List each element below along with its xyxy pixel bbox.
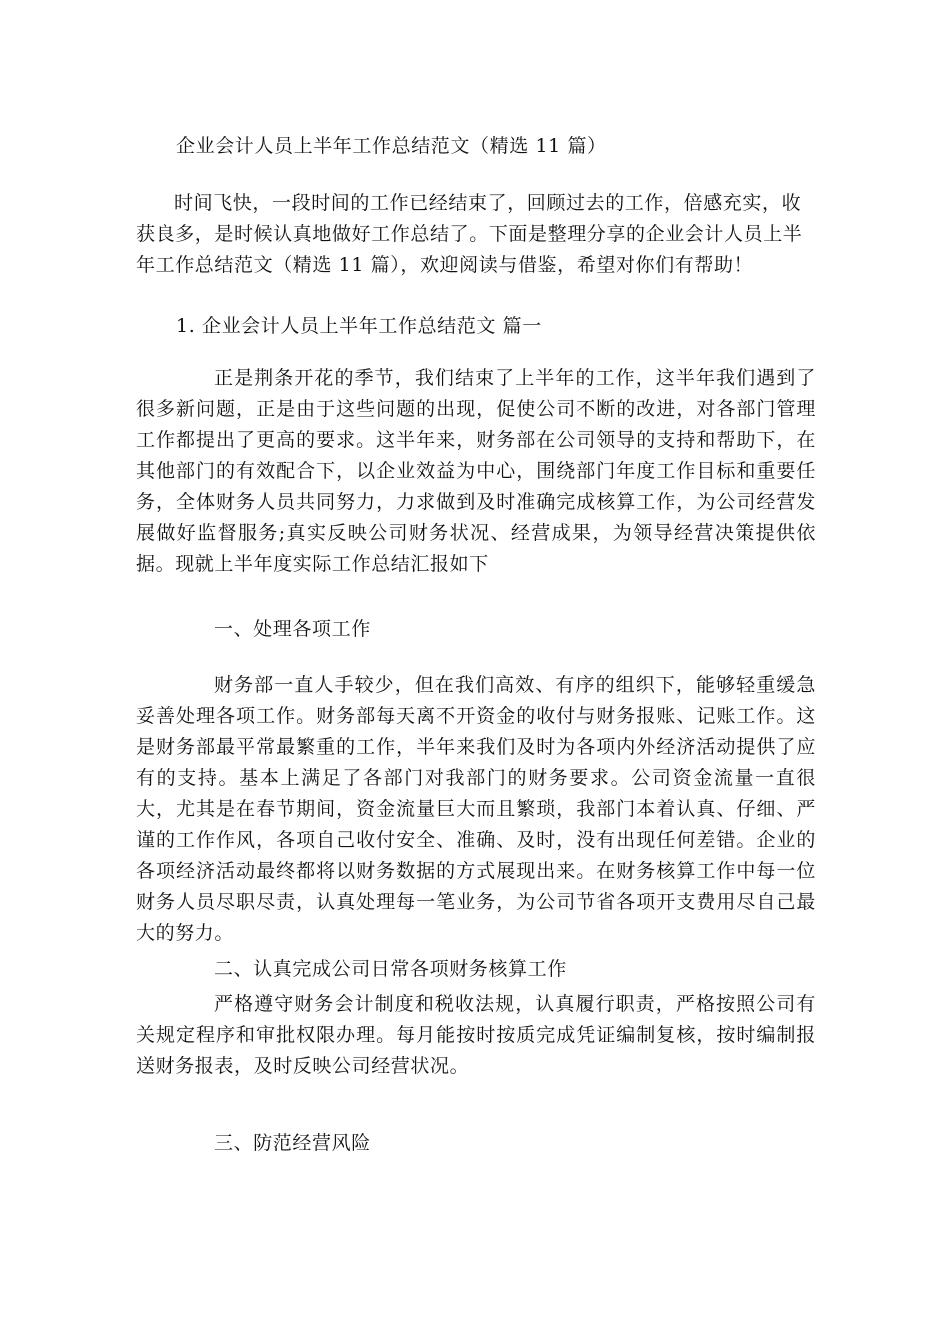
- body-paragraph-3: 严格遵守财务会计制度和税收法规，认真履行职责，严格按照公司有关规定程序和审批权限办理。每月能按时按质完成凭证编制复核，按时编制报送财务报表，及时反映公司经营状况。: [136, 993, 816, 1077]
- body-paragraph-1: 正是荆条开花的季节，我们结束了上半年的工作，这半年我们遇到了很多新问题，正是由于这些问题的出现，促使公司不断的改进，对各部门管理工作都提出了更高的要求。这半年来，财务部在公司领导的支持和帮助下，在其他部门的有效配合下，以企业效益为中心，围绕部门年度工作目标和重要任务，全体财务人员共同努力，力求做到及时准确完成核算工作，为公司经营发展做好监督服务;真实反映公司财务状况、经营成果，为领导经营决策提供依据。现就上半年度实际工作总结汇报如下: [136, 367, 816, 575]
- body-paragraph-2: 财务部一直人手较少，但在我们高效、有序的组织下，能够轻重缓急妥善处理各项工作。财务部每天离不开资金的收付与财务报账、记账工作。这是财务部最平常最繁重的工作，半年来我们及时为各项内外经济活动提供了应有的支持。基本上满足了各部门对我部门的财务要求。公司资金流量一直很大，尤其是在春节期间，资金流量巨大而且繁琐，我部门本着认真、仔细、严谨的工作作风，各项自己收付安全、准确、及时，没有出现任何差错。企业的各项经济活动最终都将以财务数据的方式展现出来。在财务核算工作中每一位财务人员尽职尽责，认真处理每一笔业务，为公司节省各项开支费用尽自己最大的努力。: [136, 674, 816, 944]
- section-heading-3: 三、防范经营风险: [214, 1132, 371, 1154]
- section-heading-1: 一、处理各项工作: [214, 618, 371, 640]
- section-heading-2: 二、认真完成公司日常各项财务核算工作: [214, 958, 567, 980]
- intro-paragraph: 时间飞快，一段时间的工作已经结束了，回顾过去的工作，倍感充实，收获良多，是时候认真地做好工作总结了。下面是整理分享的企业会计人员上半年工作总结范文（精选 11 篇），欢迎阅读与借鉴，希望对你们有帮助！: [136, 192, 803, 276]
- article-heading: 1. 企业会计人员上半年工作总结范文 篇一: [176, 315, 542, 337]
- document-title: 企业会计人员上半年工作总结范文（精选 11 篇）: [176, 135, 607, 157]
